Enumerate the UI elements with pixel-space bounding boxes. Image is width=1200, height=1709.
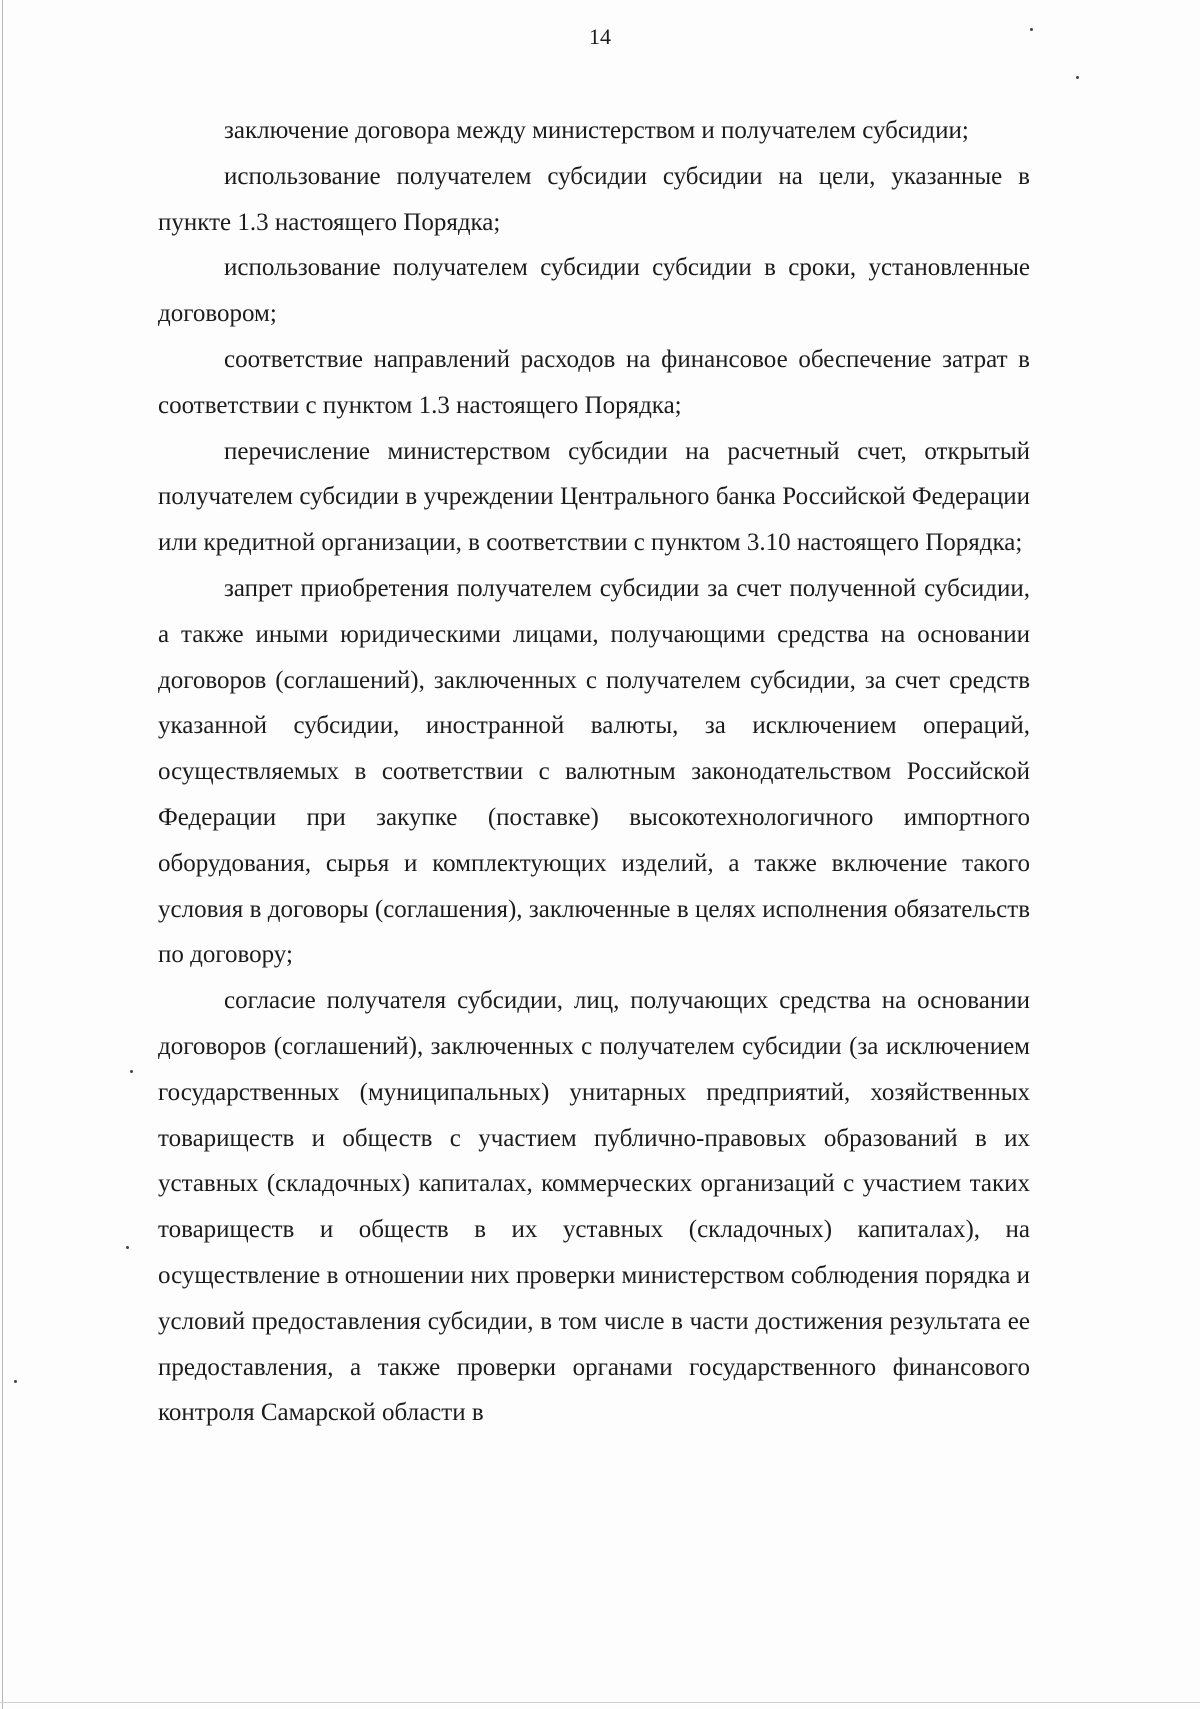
scan-speck bbox=[14, 1380, 17, 1383]
paragraph: использование получателем субсидии субсидии в сроки, установленные договором; bbox=[158, 254, 1030, 328]
body-text bbox=[158, 108, 1030, 1436]
page-number: 14 bbox=[589, 24, 611, 49]
paragraph: согласие получателя субсидии, лиц, получающих средства на основании договоров (соглашений), заключенных с получателем субсидии (за исключением государственных (муниципальных) унитарных предприятий, хозяйственных товариществ и обществ с участием публично-правовых образований в их уставных (складочных) капиталах, коммерческих организаций с участием таких товариществ и обществ в их уставных (складочных) капиталах), на осуществление в отношении них проверки министерством соблюдения порядка и условий предоставления субсидии, в том числе в части достижения результата ее предоставления, а также проверки органами государственного финансового контроля Самарской области в bbox=[158, 987, 1030, 1427]
scan-left-edge bbox=[2, 0, 3, 1709]
scan-speck bbox=[130, 1070, 133, 1073]
paragraph: перечисление министерством субсидии на расчетный счет, открытый получателем субсидии в учреждении Центрального банка Российской Федерации или кредитной организации, в соответствии с пунктом 3.10 настоящего Порядка; bbox=[158, 437, 1030, 557]
paragraph: заключение договора между министерством и получателем субсидии; bbox=[224, 117, 969, 144]
paragraph: запрет приобретения получателем субсидии за счет полученной субсидии, а также иными юридическими лицами, получающими средства на основании договоров (соглашений), заключенных с получателем субсидии, за счет средств указанной субсидии, иностранной валюты, за исключением операций, осуществляемых в соответствии с валютным законодательством Российской Федерации при закупке (поставке) высокотехнологичного импортного оборудования, сырья и комплектующих изделий, а также включение такого условия в договоры (соглашения), заключенные в целях исполнения обязательств по договору; bbox=[158, 574, 1030, 969]
scan-bottom-edge bbox=[0, 1702, 1200, 1703]
scan-speck bbox=[126, 1246, 129, 1249]
paragraph: соответствие направлений расходов на финансовое обеспечение затрат в соответствии с пунктом 1.3 настоящего Порядка; bbox=[158, 345, 1030, 419]
paragraph: использование получателем субсидии субсидии на цели, указанные в пункте 1.3 настоящего Порядка; bbox=[158, 162, 1030, 236]
scan-speck bbox=[1076, 76, 1079, 79]
